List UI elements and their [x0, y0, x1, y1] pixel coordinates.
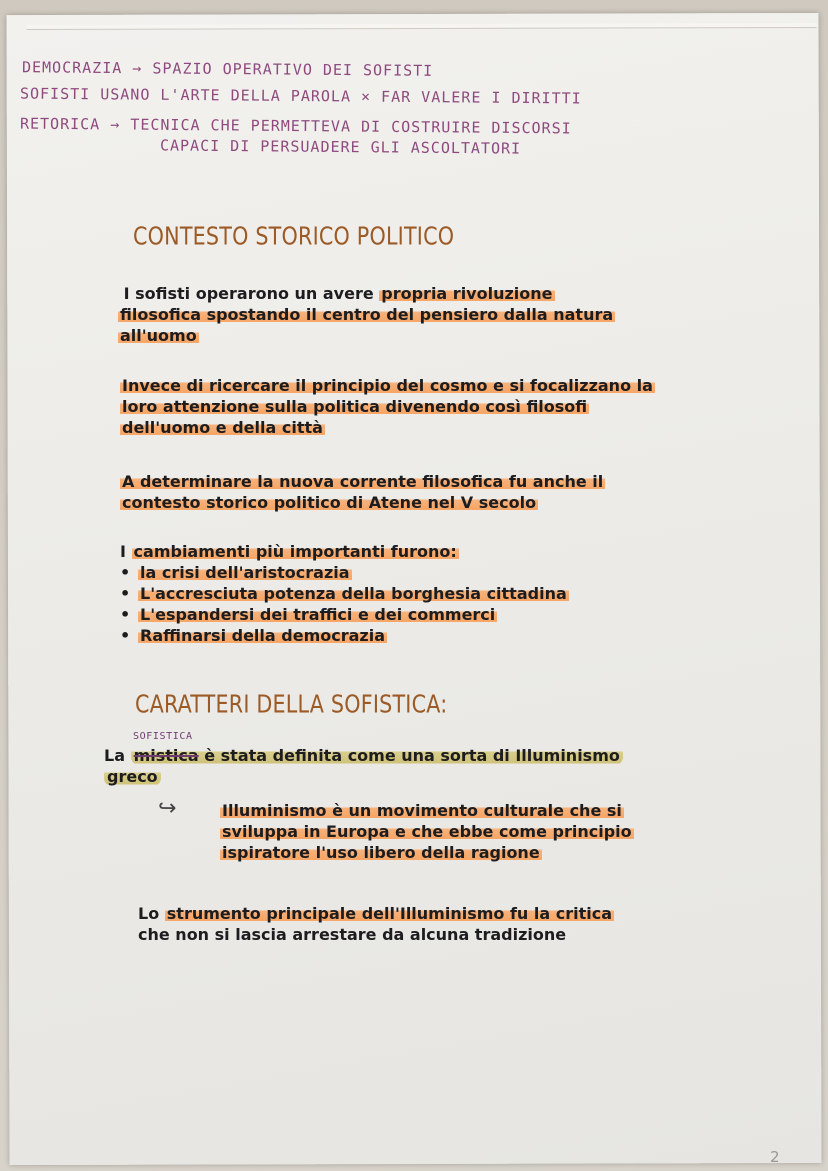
paragraph-line [120, 471, 605, 492]
highlight: filosofica spostando il centro del pensiero dalla natura [120, 305, 614, 324]
highlight: dell'uomo e della città [122, 418, 323, 437]
paragraph-line [118, 325, 615, 346]
paragraph-line [118, 304, 615, 325]
text-run: che non si lascia arrestare da alcuna tradizione [138, 925, 567, 944]
paragraph-rivoluzione [118, 283, 615, 346]
paragraph-cosmo [120, 375, 655, 438]
curved-arrow-icon: ↪ [157, 795, 178, 822]
paragraph-illuminismo-greco [104, 745, 623, 787]
list-item [120, 625, 569, 646]
section-heading-contesto: CONTESTO STORICO POLITICO [133, 222, 455, 252]
paragraph-line [104, 745, 623, 766]
note-line-4: CAPACI DI PERSUADERE GLI ASCOLTATORI [159, 136, 522, 158]
list-item [120, 562, 569, 583]
highlight: greco [104, 767, 161, 786]
highlight: Illuminismo è un movimento culturale che si [222, 801, 622, 820]
paragraph-line [120, 396, 655, 417]
highlight: L'accresciuta potenza della borghesia cittadina [140, 584, 567, 603]
text-run: La [104, 746, 131, 765]
page-top-edge [27, 23, 817, 30]
paragraph-line [120, 417, 655, 438]
text-run: è stata definita come una sorta di Illuminismo [198, 746, 620, 765]
paragraph-line [118, 283, 615, 304]
note-line-1: DEMOCRAZIA → SPAZIO OPERATIVO DEI SOFISTI [21, 58, 434, 80]
bullet-list [120, 562, 569, 646]
highlight: A determinare la nuova corrente filosofica fu anche il [122, 472, 604, 491]
list-item [120, 604, 569, 625]
paragraph-line [138, 924, 614, 945]
highlight [131, 746, 623, 765]
paragraph-line [120, 492, 605, 513]
paragraph-line [120, 375, 655, 396]
list-block-cambiamenti [120, 541, 569, 646]
highlight: all'uomo [120, 326, 197, 345]
page-number: 2 [770, 1148, 780, 1166]
paragraph-line [138, 903, 614, 924]
crossed-word: mistica [133, 746, 199, 765]
text-run: Lo [138, 904, 165, 923]
text-run: I sofisti operarono un avere [123, 284, 380, 303]
highlight: ispiratore l'uso libero della ragione [222, 843, 540, 862]
handwritten-correction: SOFISTICA [133, 731, 193, 742]
highlight: cambiamenti più importanti furono: [133, 542, 457, 561]
highlight: la crisi dell'aristocrazia [140, 563, 350, 582]
paragraph-movimento [220, 800, 634, 863]
highlight: L'espandersi dei traffici e dei commerci [140, 605, 496, 624]
highlight: contesto storico politico di Atene nel V secolo [122, 493, 537, 512]
list-intro [120, 541, 569, 562]
highlight: sviluppa in Europa e che ebbe come principio [222, 822, 632, 841]
paragraph-line [220, 800, 634, 821]
text-run: I [120, 542, 132, 561]
paragraph-line [220, 821, 634, 842]
paragraph-critica [138, 903, 614, 945]
paragraph-line [220, 842, 634, 863]
highlight: propria rivoluzione [381, 284, 553, 303]
highlight: loro attenzione sulla politica divenendo così filosofi [122, 397, 588, 416]
section-heading-caratteri: CARATTERI DELLA SOFISTICA: [135, 690, 448, 720]
list-item [120, 583, 569, 604]
paragraph-line [104, 766, 623, 787]
highlight: Raffinarsi della democrazia [140, 626, 385, 645]
paragraph-corrente [120, 471, 605, 513]
note-line-3: RETORICA → TECNICA CHE PERMETTEVA DI COSTRUIRE DISCORSI [19, 114, 572, 138]
highlight: strumento principale dell'Illuminismo fu la critica [166, 904, 613, 923]
note-line-2: SOFISTI USANO L'ARTE DELLA PAROLA × FAR VALERE I DIRITTI [19, 84, 582, 108]
highlight: Invece di ricercare il principio del cosmo e si focalizzano la [122, 376, 653, 395]
